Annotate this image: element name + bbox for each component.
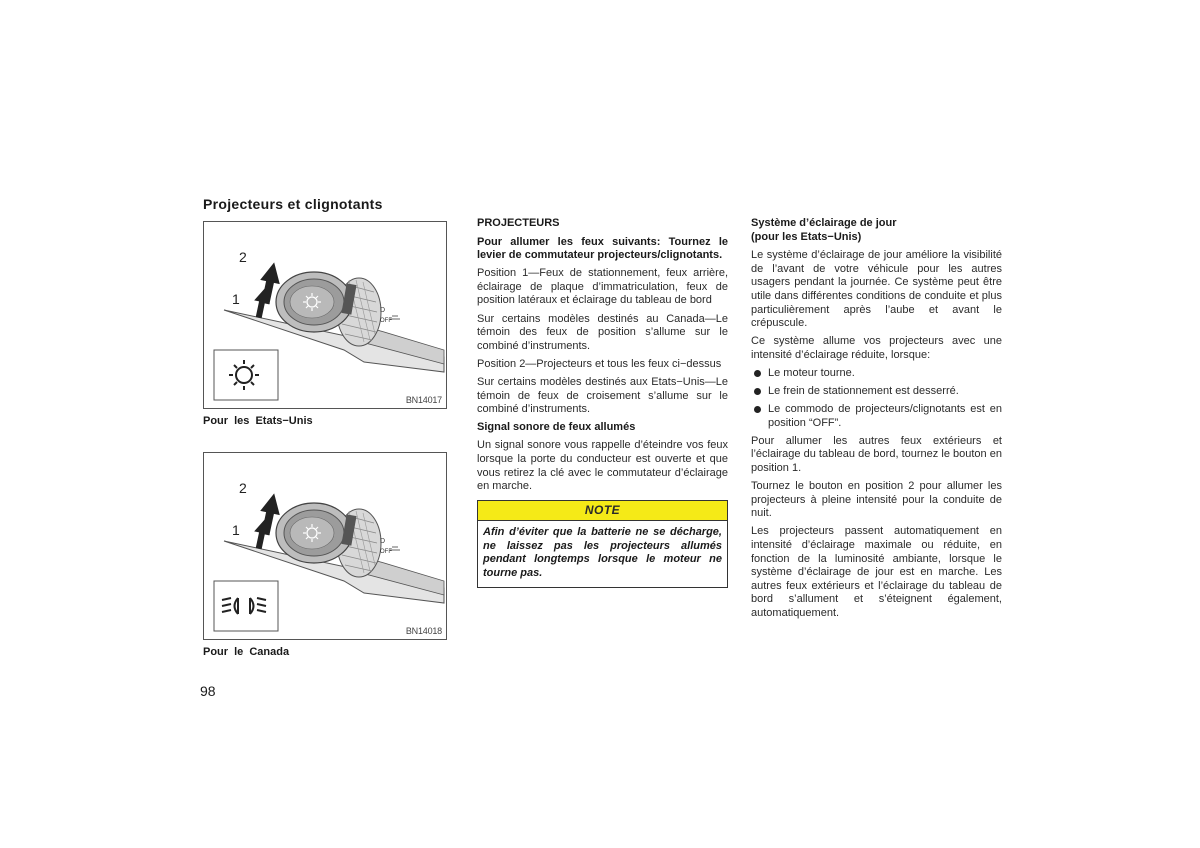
paragraph: Position 2—Projecteurs et tous les feux ci−dessus bbox=[477, 357, 722, 370]
drl-heading-line1: Système d’éclairage de jour bbox=[751, 217, 897, 229]
switch-label-d: D bbox=[380, 538, 386, 545]
note-box bbox=[477, 500, 728, 588]
position-2-label: 2 bbox=[239, 249, 247, 265]
figure-code: BN14018 bbox=[405, 626, 442, 636]
paragraph: Un signal sonore vous rappelle d’éteindre vos feux lorsque la porte du conducteur est ouverte et que vous retirez la clé avec le commutateur d’éclairage en marche. bbox=[477, 439, 728, 493]
instruction-text: Pour allumer les feux suivants: Tournez le levier de commutateur projecteurs/clignotants. bbox=[477, 235, 728, 262]
paragraph: Ce système allume vos projecteurs avec une intensité d’éclairage réduite, lorsque: bbox=[751, 335, 1002, 361]
list-item-text: Le moteur tourne. bbox=[768, 366, 855, 379]
signal-heading: Signal sonore de feux allumés bbox=[477, 421, 636, 434]
drl-heading bbox=[751, 217, 1002, 244]
drl-heading-line2: (pour les Etats−Unis) bbox=[751, 230, 862, 243]
paragraph: Le système d’éclairage de jour améliore la visibilité de l’avant de votre véhicule pour les autres usagers pendant la journée. Ce système peut être utile dans différentes conditions de conduite et plus particulièrement après l’aube et avant le crépuscule. bbox=[751, 249, 1002, 330]
paragraph: Tournez le bouton en position 2 pour allumer les projecteurs à pleine intensité pour la conduite de nuit. bbox=[751, 480, 1002, 520]
position-1-label: 1 bbox=[232, 522, 240, 538]
paragraph: Sur certains modèles destinés au Canada—Le témoin des feux de position s’allume sur le combiné d’instruments. bbox=[477, 312, 728, 352]
column-projecteurs bbox=[477, 217, 728, 588]
list-item bbox=[751, 403, 1002, 430]
page-number: 98 bbox=[200, 683, 216, 699]
figure-caption-us: Pour les Etats−Unis bbox=[203, 415, 313, 427]
list-item bbox=[751, 385, 1002, 399]
switch-label-off: OFF bbox=[380, 549, 392, 555]
section-title: Projecteurs et clignotants bbox=[203, 196, 383, 212]
note-text: Afin d’éviter que la batterie ne se décharge, ne laissez pas les projecteurs allumés pendant longtemps lorsque le moteur ne tourne pas. bbox=[483, 526, 722, 580]
bullet-icon bbox=[754, 406, 761, 413]
position-2-label: 2 bbox=[239, 480, 247, 496]
headlight-sun-icon bbox=[214, 350, 278, 400]
column-daytime-running-lights bbox=[751, 217, 1002, 625]
note-title: NOTE bbox=[478, 501, 727, 522]
headlight-switch-figure-canada bbox=[203, 452, 447, 640]
headlight-switch-figure-us bbox=[203, 221, 447, 409]
list-item-text: Le frein de stationnement est desserré. bbox=[768, 385, 959, 398]
projecteurs-heading: PROJECTEURS bbox=[477, 217, 560, 229]
paragraph: Sur certains modèles destinés aux Etats−Unis—Le témoin de feux de croisement s’allume sur le combiné d’instruments. bbox=[477, 375, 728, 416]
headlight-switch-illustration bbox=[204, 453, 447, 640]
headlight-low-beam-icon bbox=[214, 581, 278, 631]
list-item bbox=[751, 367, 1002, 381]
figure-code: BN14017 bbox=[405, 395, 442, 405]
bullet-icon bbox=[754, 370, 761, 377]
headlight-switch-illustration bbox=[204, 222, 447, 409]
paragraph: Pour allumer les autres feux extérieurs et l’éclairage du tableau de bord, tournez le bouton en position 1. bbox=[751, 434, 1002, 474]
conditions-list bbox=[751, 367, 1002, 430]
switch-label-off: OFF bbox=[380, 318, 392, 324]
switch-label-d: D bbox=[380, 307, 386, 314]
list-item-text: Le commodo de projecteurs/clignotants est en position “OFF”. bbox=[768, 403, 1002, 429]
position-1-label: 1 bbox=[232, 291, 240, 307]
paragraph: Les projecteurs passent automatiquement en intensité d’éclairage maximale ou réduite, en fonction de la luminosité ambiante, lorsque le système d’éclairage de jour est en marche. Les autres feux extérieurs et l’éclairage du tableau de bord s’allument et s’éteignent également, automatiquement. bbox=[751, 525, 1002, 619]
bullet-icon bbox=[754, 388, 761, 395]
figure-caption-canada: Pour le Canada bbox=[203, 646, 290, 658]
paragraph: Position 1—Feux de stationnement, feux arrière, éclairage de plaque d’immatriculation, feux de position latéraux et éclairage du tableau de bord bbox=[477, 267, 728, 307]
